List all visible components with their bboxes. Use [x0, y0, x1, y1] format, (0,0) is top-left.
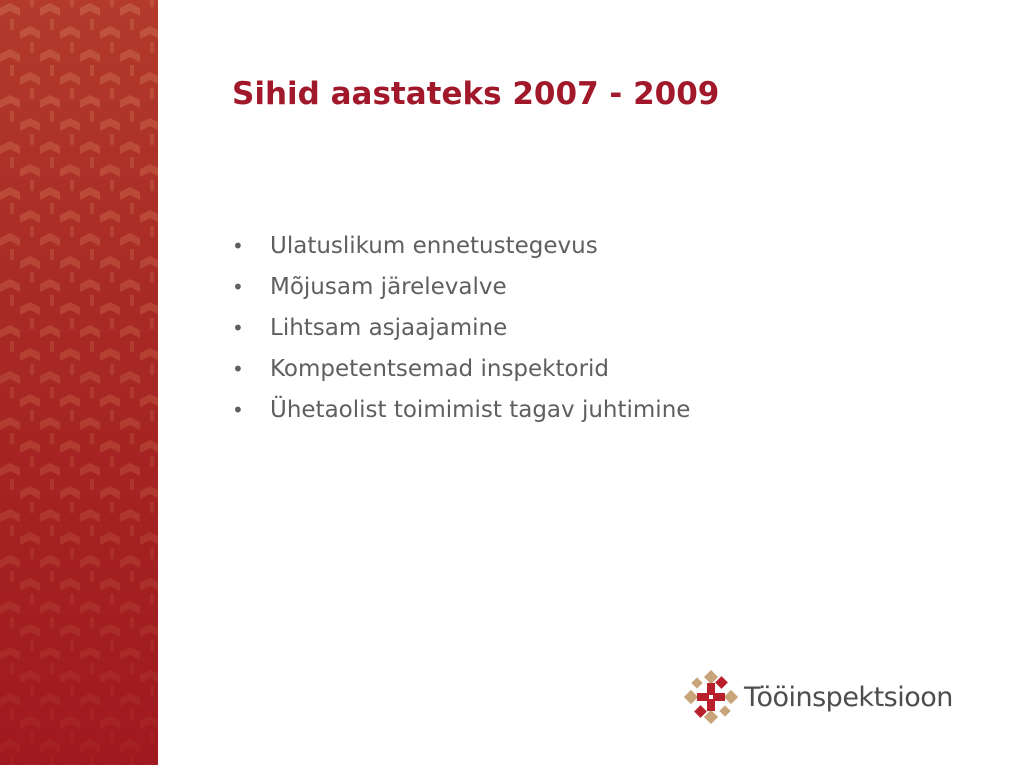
organization-logo: [684, 669, 953, 725]
list-item: [232, 390, 690, 431]
list-item: [232, 349, 690, 390]
slide-title: Sihid aastateks 2007 - 2009: [232, 76, 720, 112]
bullet-icon: •: [232, 316, 244, 340]
bullet-icon: •: [232, 234, 244, 258]
organization-name: Tööinspektsioon: [744, 681, 953, 713]
bullet-icon: •: [232, 275, 244, 299]
bullet-list: [232, 226, 690, 431]
list-item-text: Kompetentsemad inspektorid: [270, 356, 610, 382]
arrow-pattern-icon: [0, 0, 158, 765]
bullet-icon: •: [232, 357, 244, 381]
list-item: [232, 267, 690, 308]
list-item-text: Mõjusam järelevalve: [270, 274, 507, 300]
list-item-text: Ulatuslikum ennetustegevus: [270, 233, 598, 259]
list-item-text: Ühetaolist toimimist tagav juhtimine: [270, 397, 691, 423]
list-item: [232, 226, 690, 267]
pinwheel-logo-icon: [684, 670, 738, 724]
list-item: [232, 308, 690, 349]
decorative-side-band: [0, 0, 158, 765]
bullet-icon: •: [232, 398, 244, 422]
list-item-text: Lihtsam asjaajamine: [270, 315, 508, 341]
